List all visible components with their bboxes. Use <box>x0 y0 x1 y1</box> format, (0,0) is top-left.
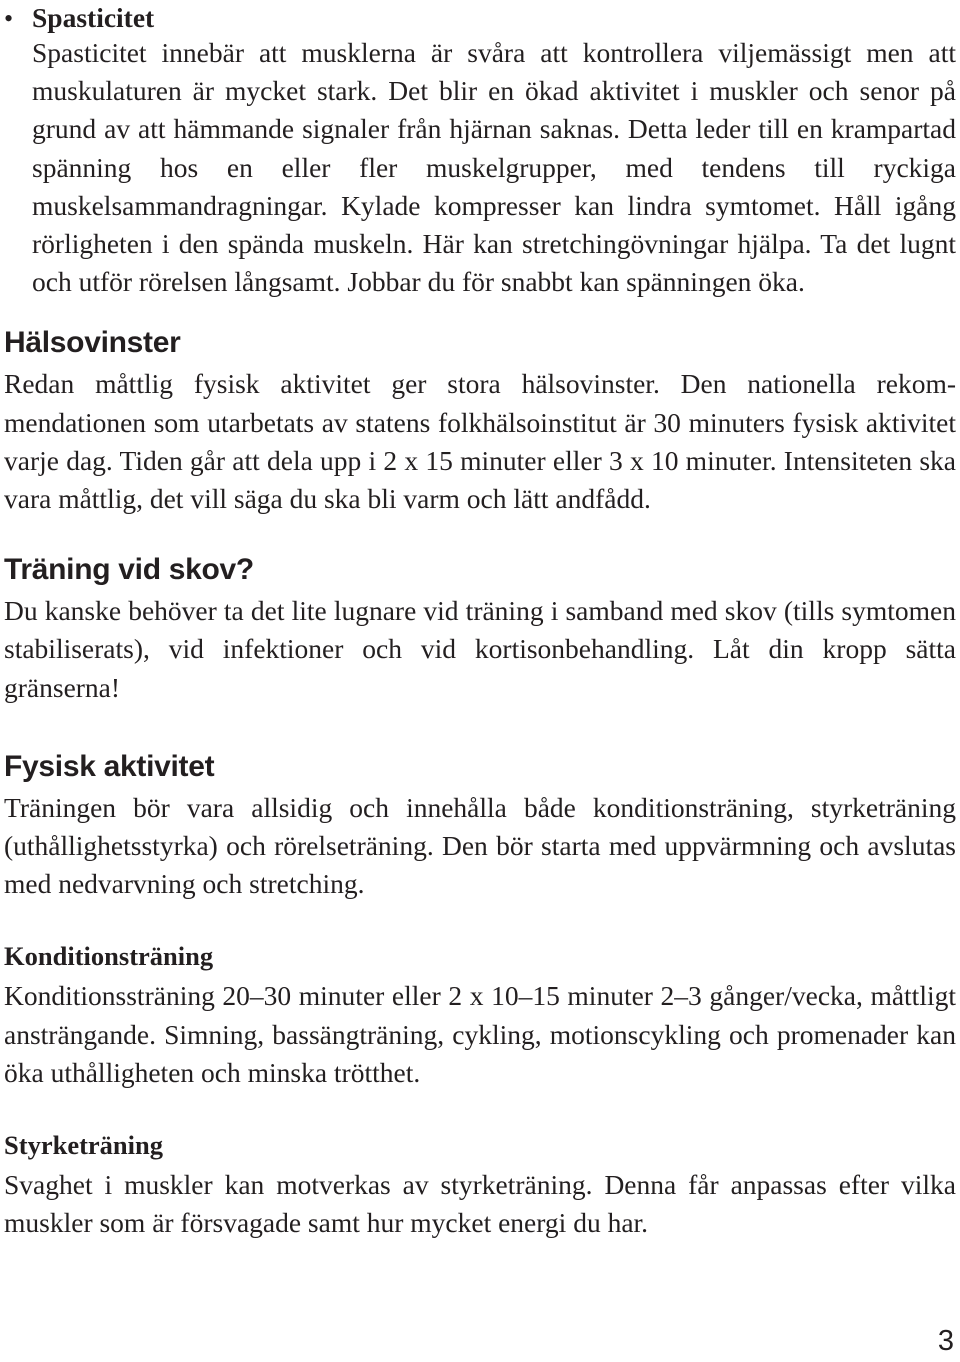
bullet-paragraph: Spasticitet innebär att musklerna är svåra att kontrollera viljemässigt men att muskulaturen är mycket stark. Det blir en ökad aktivitet i muskler och senor på grund av att hämmande signaler från hjärnan saknas. Detta leder till en krampartad spänning hos en eller fler muskelgrupper, med tendens till ryckiga muskelsammandragningar. Kylade kompresser kan lindra symtomet. Håll igång rörligheten i den spända muskeln. Här kan stretchingövningar hjälpa. Ta det lugnt och utför rörelsen långsamt. Jobbar du för snabbt kan spänningen öka. <box>32 37 956 298</box>
page-number: 3 <box>937 1325 954 1357</box>
section-heading: Fysisk aktivitet <box>4 749 215 783</box>
subsection-heading: Konditionsträning <box>4 941 214 972</box>
section-konditionstraning <box>4 939 956 1092</box>
document-page <box>4 0 956 1242</box>
section-paragraph: Konditionssträning 20–30 minuter eller 2 x 10–15 minuter 2–3 gånger/vecka, måttligt ansträngande. Simning, bassängträning, cykling, motionscykling och promenader kan öka uthålligheten och minska trötthet. <box>4 980 956 1088</box>
section-paragraph: Redan måttlig fysisk aktivitet ger stora hälsovinster. Den nationella rekommendationen som utarbetats av statens folkhälsoinstitut är 30 minuters fysisk aktivitet varje dag. Tiden går att dela upp i 2 x 15 minuter eller 3 x 10 minuter. Intensiteten ska vara måttlig, det vill säga du ska bli varm och lätt andfådd. <box>4 368 956 515</box>
section-paragraph: Träningen bör vara allsidig och innehålla både konditionsträning, styrketräning (uthållighetsstyrka) och rörelseträning. Den bör starta med uppvärmning och avslutas med nedvarvning och stretching. <box>4 791 956 900</box>
section-traning-vid-skov <box>4 552 956 707</box>
section-paragraph: Du kanske behöver ta det lite lugnare vid träning i samband med skov (tills symtomen stabiliserats), vid infektioner och vid kortisonbehandling. Låt din kropp sätta gränserna! <box>4 595 956 703</box>
section-fysisk-aktivitet <box>4 749 956 904</box>
bullet-point-icon: • <box>4 4 14 33</box>
section-styrketraning <box>4 1128 956 1242</box>
section-heading: Träning vid skov? <box>4 553 254 587</box>
bullet-title: Spasticitet <box>32 2 155 33</box>
section-heading: Hälsovinster <box>4 326 181 360</box>
bullet-spasticitet <box>4 0 956 301</box>
section-paragraph: Svaghet i muskler kan motverkas av styrketräning. Denna får anpassas efter vilka muskler som är försvagade samt hur mycket energi du har. <box>4 1169 956 1239</box>
section-halsovinster <box>4 325 956 518</box>
subsection-heading: Styrketräning <box>4 1130 163 1161</box>
